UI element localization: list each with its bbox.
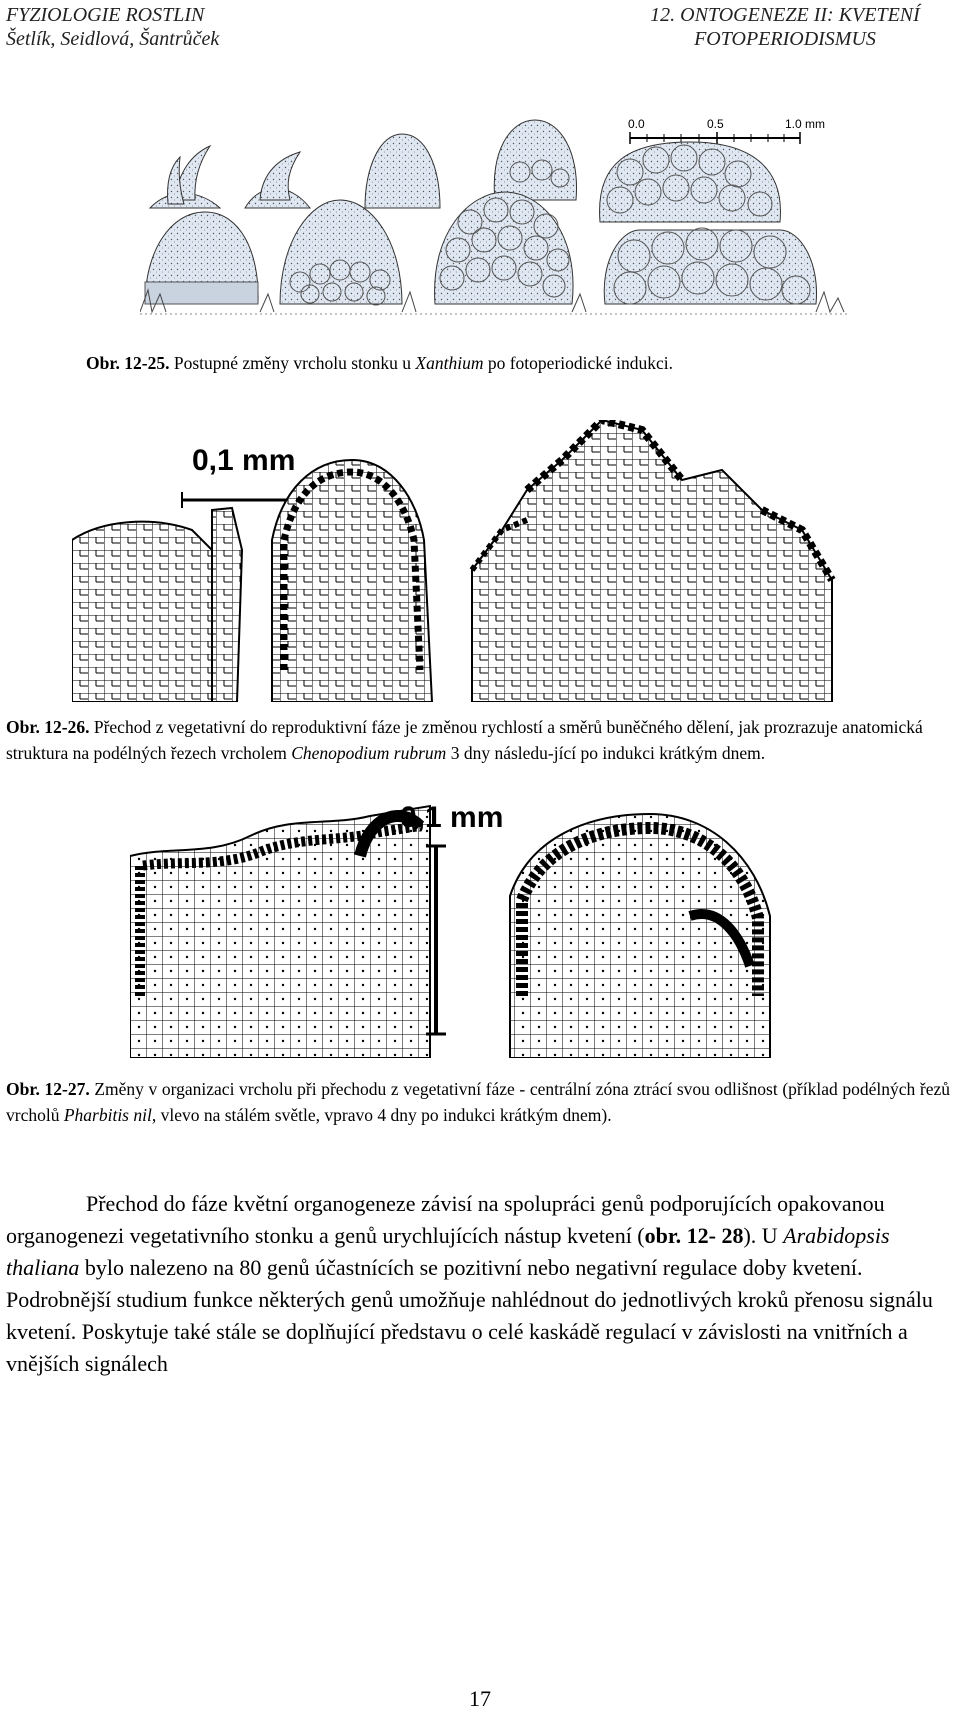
page-number: 17 [469,1686,491,1711]
figure-12-27-illustration [130,796,830,1058]
section-transitional [272,460,432,702]
scale-tick-0: 0.0 [628,117,645,131]
section-reproductive [472,420,832,702]
chapter-title-line1: 12. ONTOGENEZE II: KVETENÍ [650,4,920,26]
figure-12-26-illustration [72,420,892,702]
paragraph-text [6,1188,950,1380]
caption-species: Xanthium [415,353,484,373]
caption-label: Obr. 12-25. [86,353,170,373]
running-header-right [620,3,950,51]
apex-stage-5 [600,142,781,222]
figure-reference: obr. 12- 28 [644,1223,744,1248]
caption-figure-12-27 [6,1076,950,1128]
scale-tick-1mm: 1.0 mm [785,117,826,131]
body-text-part1: Přechod do fáze květní organogeneze závisí na spolupráci genů podporujících opakovanou organogenezi vegetativního stonku a genů urychlujících nástup kvetení ( [6,1191,885,1248]
caption-figure-12-25 [86,350,946,376]
figure-12-25-illustration [140,112,880,340]
apex-stage-1 [150,146,220,208]
body-paragraph [6,1188,950,1380]
scale-bar-mm [628,117,825,144]
body-text-part3: bylo nalezeno na 80 genů účastnících se pozitivní nebo negativní regulace doby kvetení. Podrobnější studium funkce některých genů umožňuje nahlédnout do jednotlivých kroků přenosu signálu kvetení. Poskytuje také stále se doplňující představu o celé kaskádě regulací v závislosti na vnitřních a vnějších signálech [6,1255,933,1376]
caption-text: Změny v organizaci vrcholu při přechodu z vegetativní fáze - centrální zóna ztrácí svou odlišnost (příklad podélných řezů vrcholů [6,1079,950,1125]
scale-label: 0,1 mm [400,800,504,834]
pharbitis-sections [130,796,830,1058]
caption-figure-12-26 [6,714,950,766]
xanthium-apex-drawings [140,112,880,340]
scale-tick-05: 0.5 [707,117,724,131]
apex-stage-9 [604,228,816,304]
section-left-continuous-light [130,806,430,1058]
caption-label: Obr. 12-26. [6,717,90,737]
chapter-title-line2: FOTOPERIODISMUS [694,28,876,50]
caption-text: Postupné změny vrcholu stonku u [173,353,412,373]
caption-text-end: , vlevo na stálém světle, vpravo 4 dny po indukci krátkým dnem). [151,1105,612,1125]
caption-text: Přechod z vegetativní do reproduktivní fáze je změnou rychlostí a směrů buněčného dělení, jak prozrazuje anatomická struktura na podélných řezech vrcholem [6,717,923,763]
scale-label: 0,1 mm [192,444,296,477]
section-vegetative [72,508,242,702]
caption-species: Pharbitis nil [63,1105,152,1125]
caption-label: Obr. 12-27. [6,1079,90,1099]
running-header-left [6,3,219,51]
chenopodium-sections [72,420,892,702]
apex-stage-8 [435,192,573,304]
apex-stage-7 [280,200,402,305]
course-title: FYZIOLOGIE ROSTLIN [6,4,205,26]
species-name: Arabidopsis thaliana [6,1223,890,1280]
section-right-induced [510,814,770,1058]
apex-stage-4 [494,120,576,200]
apex-stage-2 [245,152,310,208]
authors: Šetlík, Seidlová, Šantrůček [6,28,220,50]
apex-stage-3 [365,134,440,208]
body-text-part2: ). U [743,1223,778,1248]
caption-text-end: po fotoperiodické indukci. [487,353,674,373]
apex-stage-6 [145,212,258,304]
caption-species: Chenopodium rubrum [291,743,447,763]
caption-text-end: 3 dny následu-jící po indukci krátkým dnem. [450,743,766,763]
